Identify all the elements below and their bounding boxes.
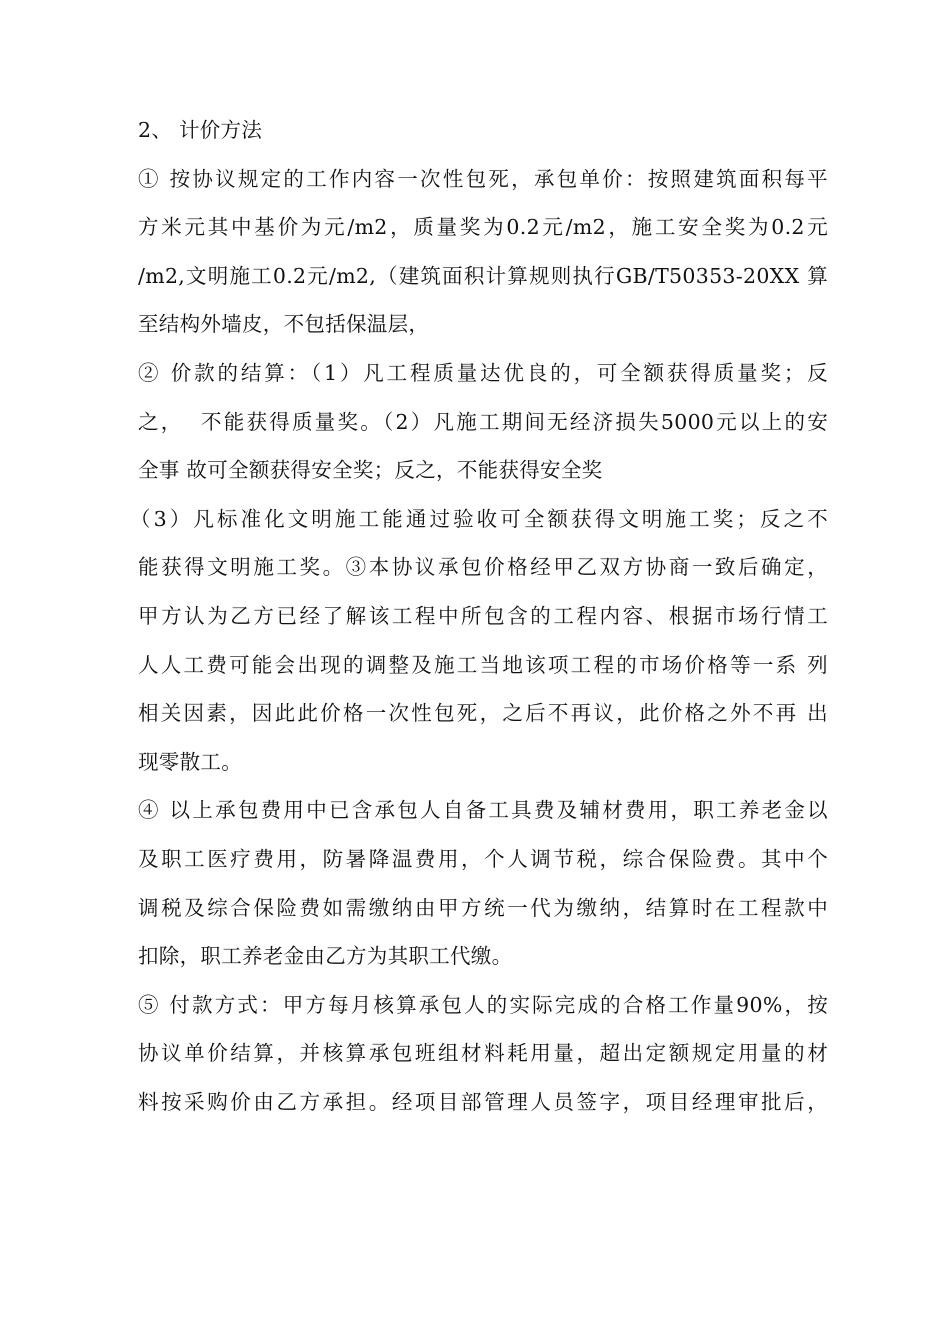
paragraph-line: 及职工医疗费用，防暑降温费用，个人调节税，综合保险费。其中个	[138, 846, 828, 871]
document-body	[130, 106, 828, 1126]
paragraph-line: 之， 不能获得质量奖。（2）凡施工期间无经济损失5000元以上的安	[138, 409, 828, 434]
paragraph-line: ① 按协议规定的工作内容一次性包死，承包单价：按照建筑面积每平	[138, 166, 828, 191]
paragraph-line: 调税及综合保险费如需缴纳由甲方统一代为缴纳，结算时在工程款中	[138, 895, 828, 920]
paragraph-line: 协议单价结算，并核算承包班组材料耗用量，超出定额规定用量的材	[138, 1041, 828, 1066]
paragraph-line: 扣除，职工养老金由乙方为其职工代缴。	[138, 944, 513, 969]
paragraph-line: /m2,文明施工0.2元/m2,（建筑面积计算规则执行GB/T50353-20XX 算	[138, 263, 828, 288]
paragraph-line: 现零散工。	[138, 749, 242, 774]
paragraph-line: ④ 以上承包费用中已含承包人自备工具费及辅材费用，职工养老金以	[138, 798, 828, 823]
paragraph-line: 方米元其中基价为元/m2，质量奖为0.2元/m2，施工安全奖为0.2元	[138, 215, 828, 240]
paragraph-line: 人人工费可能会出现的调整及施工当地该项工程的市场价格等一系 列	[138, 652, 828, 677]
paragraph-line: 能获得文明施工奖。③本协议承包价格经甲乙双方协商一致后确定，	[138, 555, 828, 580]
paragraph-line: 相关因素，因此此价格一次性包死，之后不再议，此价格之外不再 出	[138, 701, 828, 726]
paragraph-line: 至结构外墙皮，不包括保温层，	[138, 312, 430, 337]
paragraph-line: （3）凡标准化文明施工能通过验收可全额获得文明施工奖；反之不	[130, 506, 828, 531]
paragraph-line: 料按采购价由乙方承担。经项目部管理人员签字，项目经理审批后，	[138, 1089, 828, 1114]
paragraph-line: ② 价款的结算：（1）凡工程质量达优良的，可全额获得质量奖；反	[138, 360, 828, 385]
section-heading: 2、 计价方法	[138, 118, 263, 142]
paragraph-line: 甲方认为乙方已经了解该工程中所包含的工程内容、根据市场行情工	[138, 603, 828, 628]
paragraph-line: 全事 故可全额获得安全奖；反之，不能获得安全奖	[138, 458, 603, 483]
paragraph-line: ⑤ 付款方式：甲方每月核算承包人的实际完成的合格工作量90%，按	[138, 992, 828, 1017]
